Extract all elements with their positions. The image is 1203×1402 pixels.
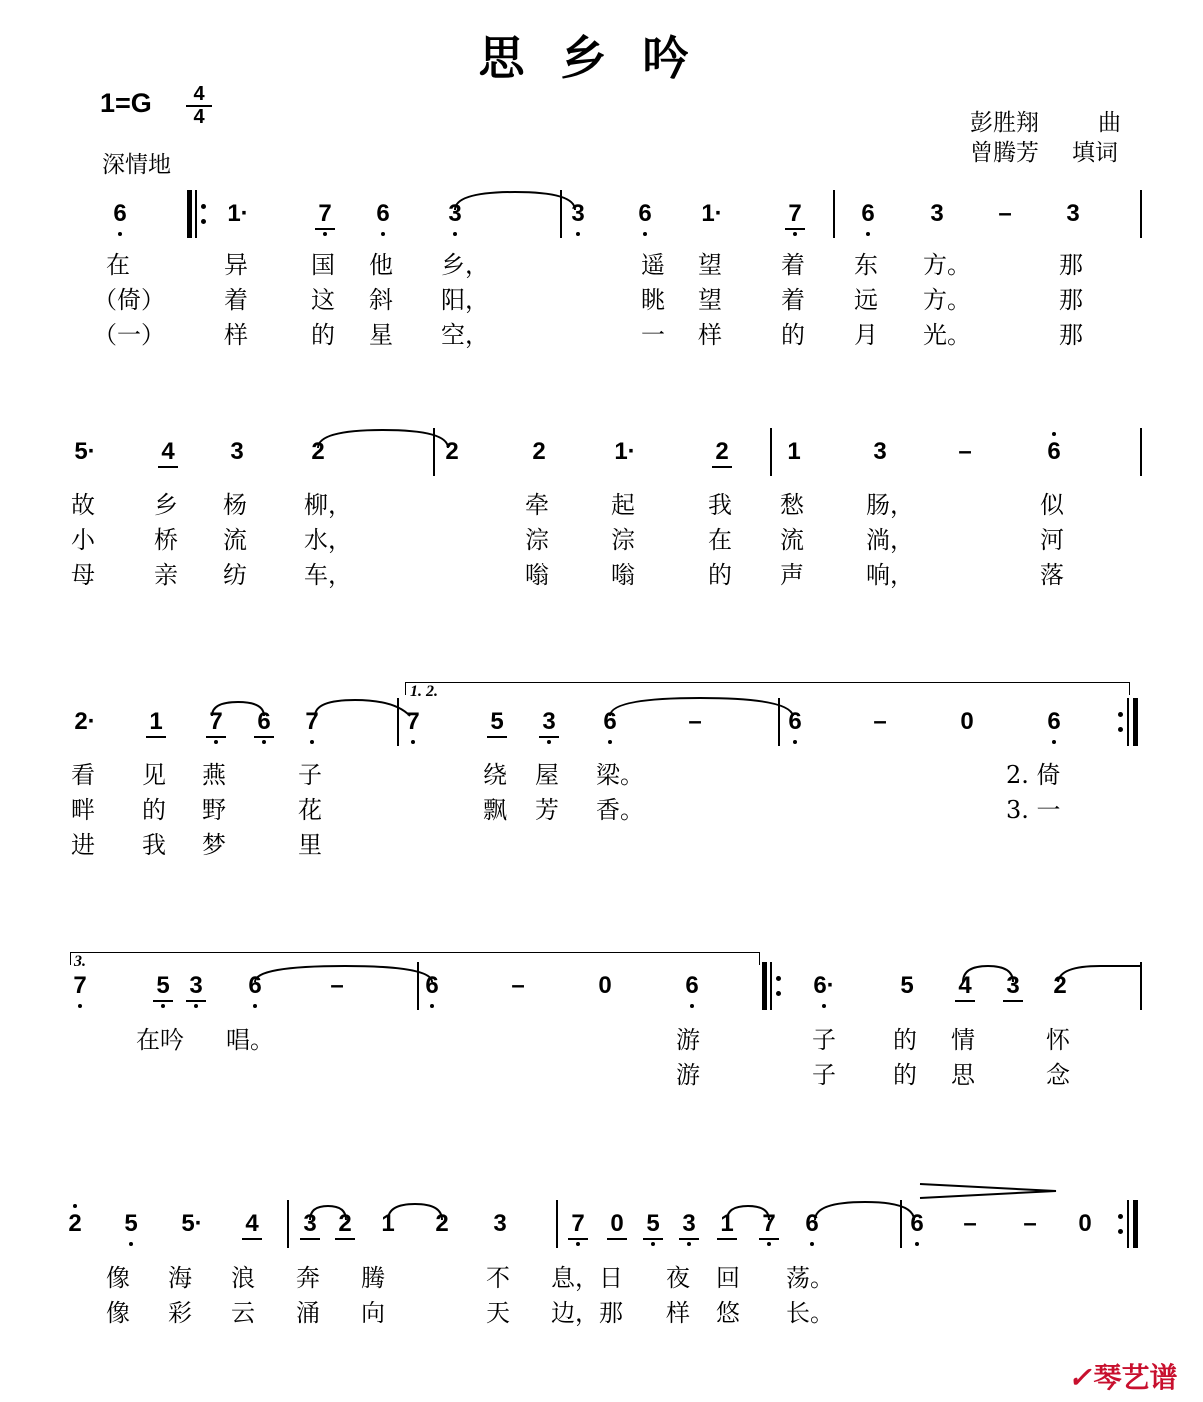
lyric-syllable: 花 <box>298 796 322 824</box>
lyric-syllable: 怀 <box>1046 1026 1070 1054</box>
lyric-syllable: 不 <box>486 1264 510 1292</box>
lyric-syllable: 似 <box>1040 491 1064 519</box>
jianpu-note: 6 <box>257 708 271 735</box>
jianpu-note: 0 <box>610 1210 624 1237</box>
lyric-syllable: 起 <box>611 491 635 519</box>
jianpu-note: 2 <box>445 438 459 465</box>
jianpu-note: 5 <box>490 708 504 735</box>
lyric-syllable: 落 <box>1040 561 1064 589</box>
jianpu-note: 2 <box>311 438 325 465</box>
jianpu-note: 6 <box>603 708 617 735</box>
jianpu-note: 2 <box>68 1210 82 1237</box>
lyric-syllable: 那 <box>1059 251 1083 279</box>
lyric-syllable: 着 <box>781 251 805 279</box>
tie-arc <box>318 430 448 448</box>
jianpu-note: 6 <box>685 972 699 999</box>
lyric-syllable: 一 <box>641 321 665 349</box>
lyric-syllable: 情 <box>951 1026 975 1054</box>
lyric-syllable: 方。 <box>923 251 971 279</box>
lyric-syllable: 涌 <box>296 1299 320 1327</box>
jianpu-note: 4 <box>245 1210 259 1237</box>
decrescendo-hairpin <box>920 1184 1056 1198</box>
jianpu-note: 6 <box>861 200 875 227</box>
lyric-syllable: 的 <box>781 321 805 349</box>
lyric-syllable: 淌， <box>866 526 914 554</box>
lyric-syllable: 水， <box>304 526 352 554</box>
lyric-syllable: 念 <box>1046 1061 1070 1089</box>
lyric-syllable: 边，那 <box>551 1299 623 1327</box>
lyricist-name: 曾腾芳 <box>970 140 1039 166</box>
lyric-syllable: 看 <box>71 761 95 789</box>
lyric-syllable: 那 <box>1059 286 1083 314</box>
lyric-syllable: 夜 <box>666 1264 690 1292</box>
lyric-syllable: 牵 <box>525 491 549 519</box>
jianpu-note: 6· <box>813 972 835 999</box>
lyric-syllable: 着 <box>224 286 248 314</box>
key-text: 1=G <box>100 88 152 118</box>
jianpu-note: 6 <box>805 1210 819 1237</box>
jianpu-note: 2 <box>1053 972 1067 999</box>
jianpu-note: 3 <box>682 1210 696 1237</box>
lyric-syllable: 像 <box>106 1299 130 1327</box>
lyric-syllable: 我 <box>142 831 166 859</box>
lyric-syllable: 样 <box>224 321 248 349</box>
lyric-syllable: 方。 <box>923 286 971 314</box>
lyric-syllable: 流 <box>223 526 247 554</box>
lyric-syllable: 空， <box>441 321 489 349</box>
lyric-syllable: 的 <box>893 1026 917 1054</box>
lyric-syllable: 月 <box>854 321 878 349</box>
jianpu-note: 7 <box>305 708 319 735</box>
tie-arc <box>255 966 432 982</box>
site-logo <box>1068 1356 1177 1396</box>
lyric-syllable: 流 <box>780 526 804 554</box>
lyric-syllable: 车， <box>304 561 352 589</box>
slur-arc <box>212 702 264 716</box>
jianpu-note: 4 <box>161 438 175 465</box>
jianpu-note: 6 <box>376 200 390 227</box>
lyric-syllable: 柳， <box>304 491 352 519</box>
lyric-syllable: 在吟 <box>136 1026 184 1054</box>
jianpu-note: 5 <box>156 972 170 999</box>
slur-arc <box>388 1204 442 1220</box>
jianpu-note: – <box>963 1210 977 1237</box>
jianpu-note: 7 <box>318 200 332 227</box>
lyric-syllable: 屋 <box>535 761 559 789</box>
jianpu-note: 3 <box>493 1210 507 1237</box>
tie-arc <box>315 700 410 716</box>
lyric-syllable: 亲 <box>154 561 178 589</box>
lyric-syllable: 河 <box>1040 526 1064 554</box>
lyric-syllable: 嗡 <box>525 561 549 589</box>
lyric-syllable: 的 <box>311 321 335 349</box>
lyric-syllable: 眺 <box>641 286 665 314</box>
lyric-syllable: 息，日 <box>551 1264 623 1292</box>
lyric-syllable: 着 <box>781 286 805 314</box>
slur-arc <box>727 1206 769 1220</box>
lyric-syllable: 游 <box>676 1026 700 1054</box>
logo-mark-icon: ✓ <box>1068 1362 1092 1393</box>
logo-text: 琴艺谱 <box>1093 1362 1178 1393</box>
lyric-syllable: 在 <box>708 526 732 554</box>
lyric-syllable: 见 <box>142 761 166 789</box>
composer-name: 彭胜翔 <box>970 110 1039 136</box>
lyric-syllable: 我 <box>708 491 732 519</box>
jianpu-note: 3 <box>542 708 556 735</box>
jianpu-note: 7 <box>788 200 802 227</box>
lyric-syllable: 愁 <box>780 491 804 519</box>
time-sig-top: 4 <box>186 84 212 107</box>
jianpu-note: 5· <box>74 438 96 465</box>
lyric-syllable: 浪 <box>231 1264 255 1292</box>
composer-role: 曲 <box>1098 110 1121 136</box>
lyric-syllable: 在 <box>106 251 130 279</box>
lyric-syllable: 星 <box>369 321 393 349</box>
lyric-syllable: 子 <box>298 761 322 789</box>
lyric-syllable: 飘 <box>483 796 507 824</box>
jianpu-note: 5 <box>646 1210 660 1237</box>
lyric-syllable: 畔 <box>71 796 95 824</box>
jianpu-note: 7 <box>73 972 87 999</box>
jianpu-note: 1· <box>614 438 636 465</box>
jianpu-note: – <box>688 708 702 735</box>
lyric-syllable: 东 <box>854 251 878 279</box>
jianpu-note: 3 <box>930 200 944 227</box>
lyric-syllable: 天 <box>486 1299 510 1327</box>
lyric-syllable: 阳， <box>441 286 489 314</box>
jianpu-note: 5· <box>181 1210 203 1237</box>
tempo-marking: 深情地 <box>102 152 171 178</box>
lyric-syllable: 杨 <box>223 491 247 519</box>
lyric-syllable: 里 <box>298 831 322 859</box>
lyric-syllable: 的 <box>893 1061 917 1089</box>
tie-arc <box>455 192 575 210</box>
lyric-syllable: 遥 <box>641 251 665 279</box>
jianpu-note: – <box>1023 1210 1037 1237</box>
jianpu-note: 2 <box>715 438 729 465</box>
lyric-syllable: 悠 <box>716 1299 740 1327</box>
lyric-syllable: 样 <box>666 1299 690 1327</box>
jianpu-note: 1 <box>787 438 801 465</box>
lyric-syllable: 桥 <box>154 526 178 554</box>
jianpu-note: 3 <box>303 1210 317 1237</box>
lyric-syllable: 彩 <box>168 1299 192 1327</box>
lyric-syllable: 唱。 <box>226 1026 274 1054</box>
lyric-syllable: 样 <box>698 321 722 349</box>
lyric-syllable: 2. 倚 <box>1006 761 1061 789</box>
jianpu-note: 1 <box>149 708 163 735</box>
lyric-syllable: 故 <box>71 491 95 519</box>
lyric-syllable: 纺 <box>223 561 247 589</box>
lyric-syllable: 小 <box>71 526 95 554</box>
lyric-syllable: 像 <box>106 1264 130 1292</box>
lyric-syllable: 远 <box>854 286 878 314</box>
slur-arc <box>310 1206 346 1220</box>
jianpu-note: 1· <box>227 200 249 227</box>
slur-arc <box>963 966 1013 982</box>
jianpu-note: 2· <box>74 708 96 735</box>
lyric-syllable: 的 <box>708 561 732 589</box>
jianpu-note: 5 <box>900 972 914 999</box>
jianpu-note: 3 <box>1006 972 1020 999</box>
lyric-syllable: 荡。 <box>786 1264 834 1292</box>
jianpu-note: 6 <box>910 1210 924 1237</box>
lyric-syllable: 3. 一 <box>1006 796 1061 824</box>
lyric-syllable: 游 <box>676 1061 700 1089</box>
jianpu-note: 6 <box>248 972 262 999</box>
lyric-syllable: 这 <box>311 286 335 314</box>
jianpu-note: 0 <box>1078 1210 1092 1237</box>
lyric-syllable: 向 <box>361 1299 385 1327</box>
lyric-syllable: 进 <box>71 831 95 859</box>
lyric-syllable: 肠， <box>866 491 914 519</box>
lyric-syllable: 子 <box>812 1026 836 1054</box>
lyric-syllable: 梁。 <box>596 761 644 789</box>
jianpu-note: 7 <box>406 708 420 735</box>
jianpu-note: 3 <box>873 438 887 465</box>
lyric-syllable: 异 <box>224 251 248 279</box>
jianpu-note: – <box>998 200 1012 227</box>
jianpu-note: 1 <box>720 1210 734 1237</box>
lyric-syllable: 燕 <box>202 761 226 789</box>
lyric-syllable: 淙 <box>525 526 549 554</box>
jianpu-note: 0 <box>598 972 612 999</box>
lyric-syllable: 他 <box>369 251 393 279</box>
jianpu-note: 2 <box>435 1210 449 1237</box>
tie-arc <box>1058 966 1140 982</box>
tie-arc <box>610 698 793 716</box>
lyric-syllable: 国 <box>311 251 335 279</box>
lyric-syllable: 的 <box>142 796 166 824</box>
lyric-syllable: 母 <box>71 561 95 589</box>
lyric-syllable: 响， <box>866 561 914 589</box>
volta-label: 3. <box>74 953 86 970</box>
jianpu-note: 3 <box>230 438 244 465</box>
lyric-syllable: 绕 <box>483 761 507 789</box>
jianpu-note: 3 <box>1066 200 1080 227</box>
volta-label: 1. 2. <box>410 683 438 700</box>
jianpu-note: 6 <box>638 200 652 227</box>
jianpu-note: 1· <box>701 200 723 227</box>
jianpu-note: 0 <box>960 708 974 735</box>
lyric-syllable: 思 <box>951 1061 975 1089</box>
lyric-syllable: 香。 <box>596 796 644 824</box>
jianpu-note: 4 <box>958 972 972 999</box>
jianpu-note: 7 <box>209 708 223 735</box>
lyric-syllable: 奔 <box>296 1264 320 1292</box>
lyric-syllable: 斜 <box>369 286 393 314</box>
lyric-syllable: （一） <box>93 321 165 349</box>
jianpu-note: 6 <box>1047 438 1061 465</box>
jianpu-note: 5 <box>124 1210 138 1237</box>
lyric-syllable: 子 <box>812 1061 836 1089</box>
lyric-syllable: 乡 <box>154 491 178 519</box>
lyric-syllable: 声 <box>780 561 804 589</box>
jianpu-note: 2 <box>338 1210 352 1237</box>
lyric-syllable: 回 <box>716 1264 740 1292</box>
jianpu-note: 7 <box>762 1210 776 1237</box>
jianpu-note: 6 <box>1047 708 1061 735</box>
time-sig-bottom: 4 <box>193 106 205 128</box>
lyric-syllable: 梦 <box>202 831 226 859</box>
jianpu-note: 3 <box>571 200 585 227</box>
lyric-syllable: 野 <box>202 796 226 824</box>
jianpu-note: 7 <box>571 1210 585 1237</box>
lyric-syllable: 那 <box>1059 321 1083 349</box>
jianpu-note: – <box>511 972 525 999</box>
jianpu-note: 6 <box>113 200 127 227</box>
lyric-syllable: 嗡 <box>611 561 635 589</box>
jianpu-note: 6 <box>425 972 439 999</box>
lyric-syllable: 芳 <box>535 796 559 824</box>
jianpu-note: – <box>873 708 887 735</box>
lyric-syllable: 望 <box>698 286 722 314</box>
jianpu-note: 3 <box>448 200 462 227</box>
jianpu-note: 2 <box>532 438 546 465</box>
song-title: 思乡吟 <box>478 31 725 85</box>
lyric-syllable: 望 <box>698 251 722 279</box>
jianpu-note: 3 <box>189 972 203 999</box>
lyric-syllable: 光。 <box>923 321 971 349</box>
lyricist-role: 填词 <box>1072 140 1118 166</box>
lyric-syllable: 云 <box>231 1299 255 1327</box>
jianpu-note: – <box>958 438 972 465</box>
jianpu-note: – <box>330 972 344 999</box>
lyric-syllable: 长。 <box>786 1299 834 1327</box>
lyric-syllable: 海 <box>168 1264 192 1292</box>
lyric-syllable: 乡， <box>441 251 489 279</box>
lyric-syllable: 腾 <box>361 1264 385 1292</box>
tie-arc <box>815 1202 914 1220</box>
jianpu-note: 1 <box>381 1210 395 1237</box>
jianpu-note: 6 <box>788 708 802 735</box>
lyric-syllable: （倚） <box>93 286 165 314</box>
lyric-syllable: 淙 <box>611 526 635 554</box>
